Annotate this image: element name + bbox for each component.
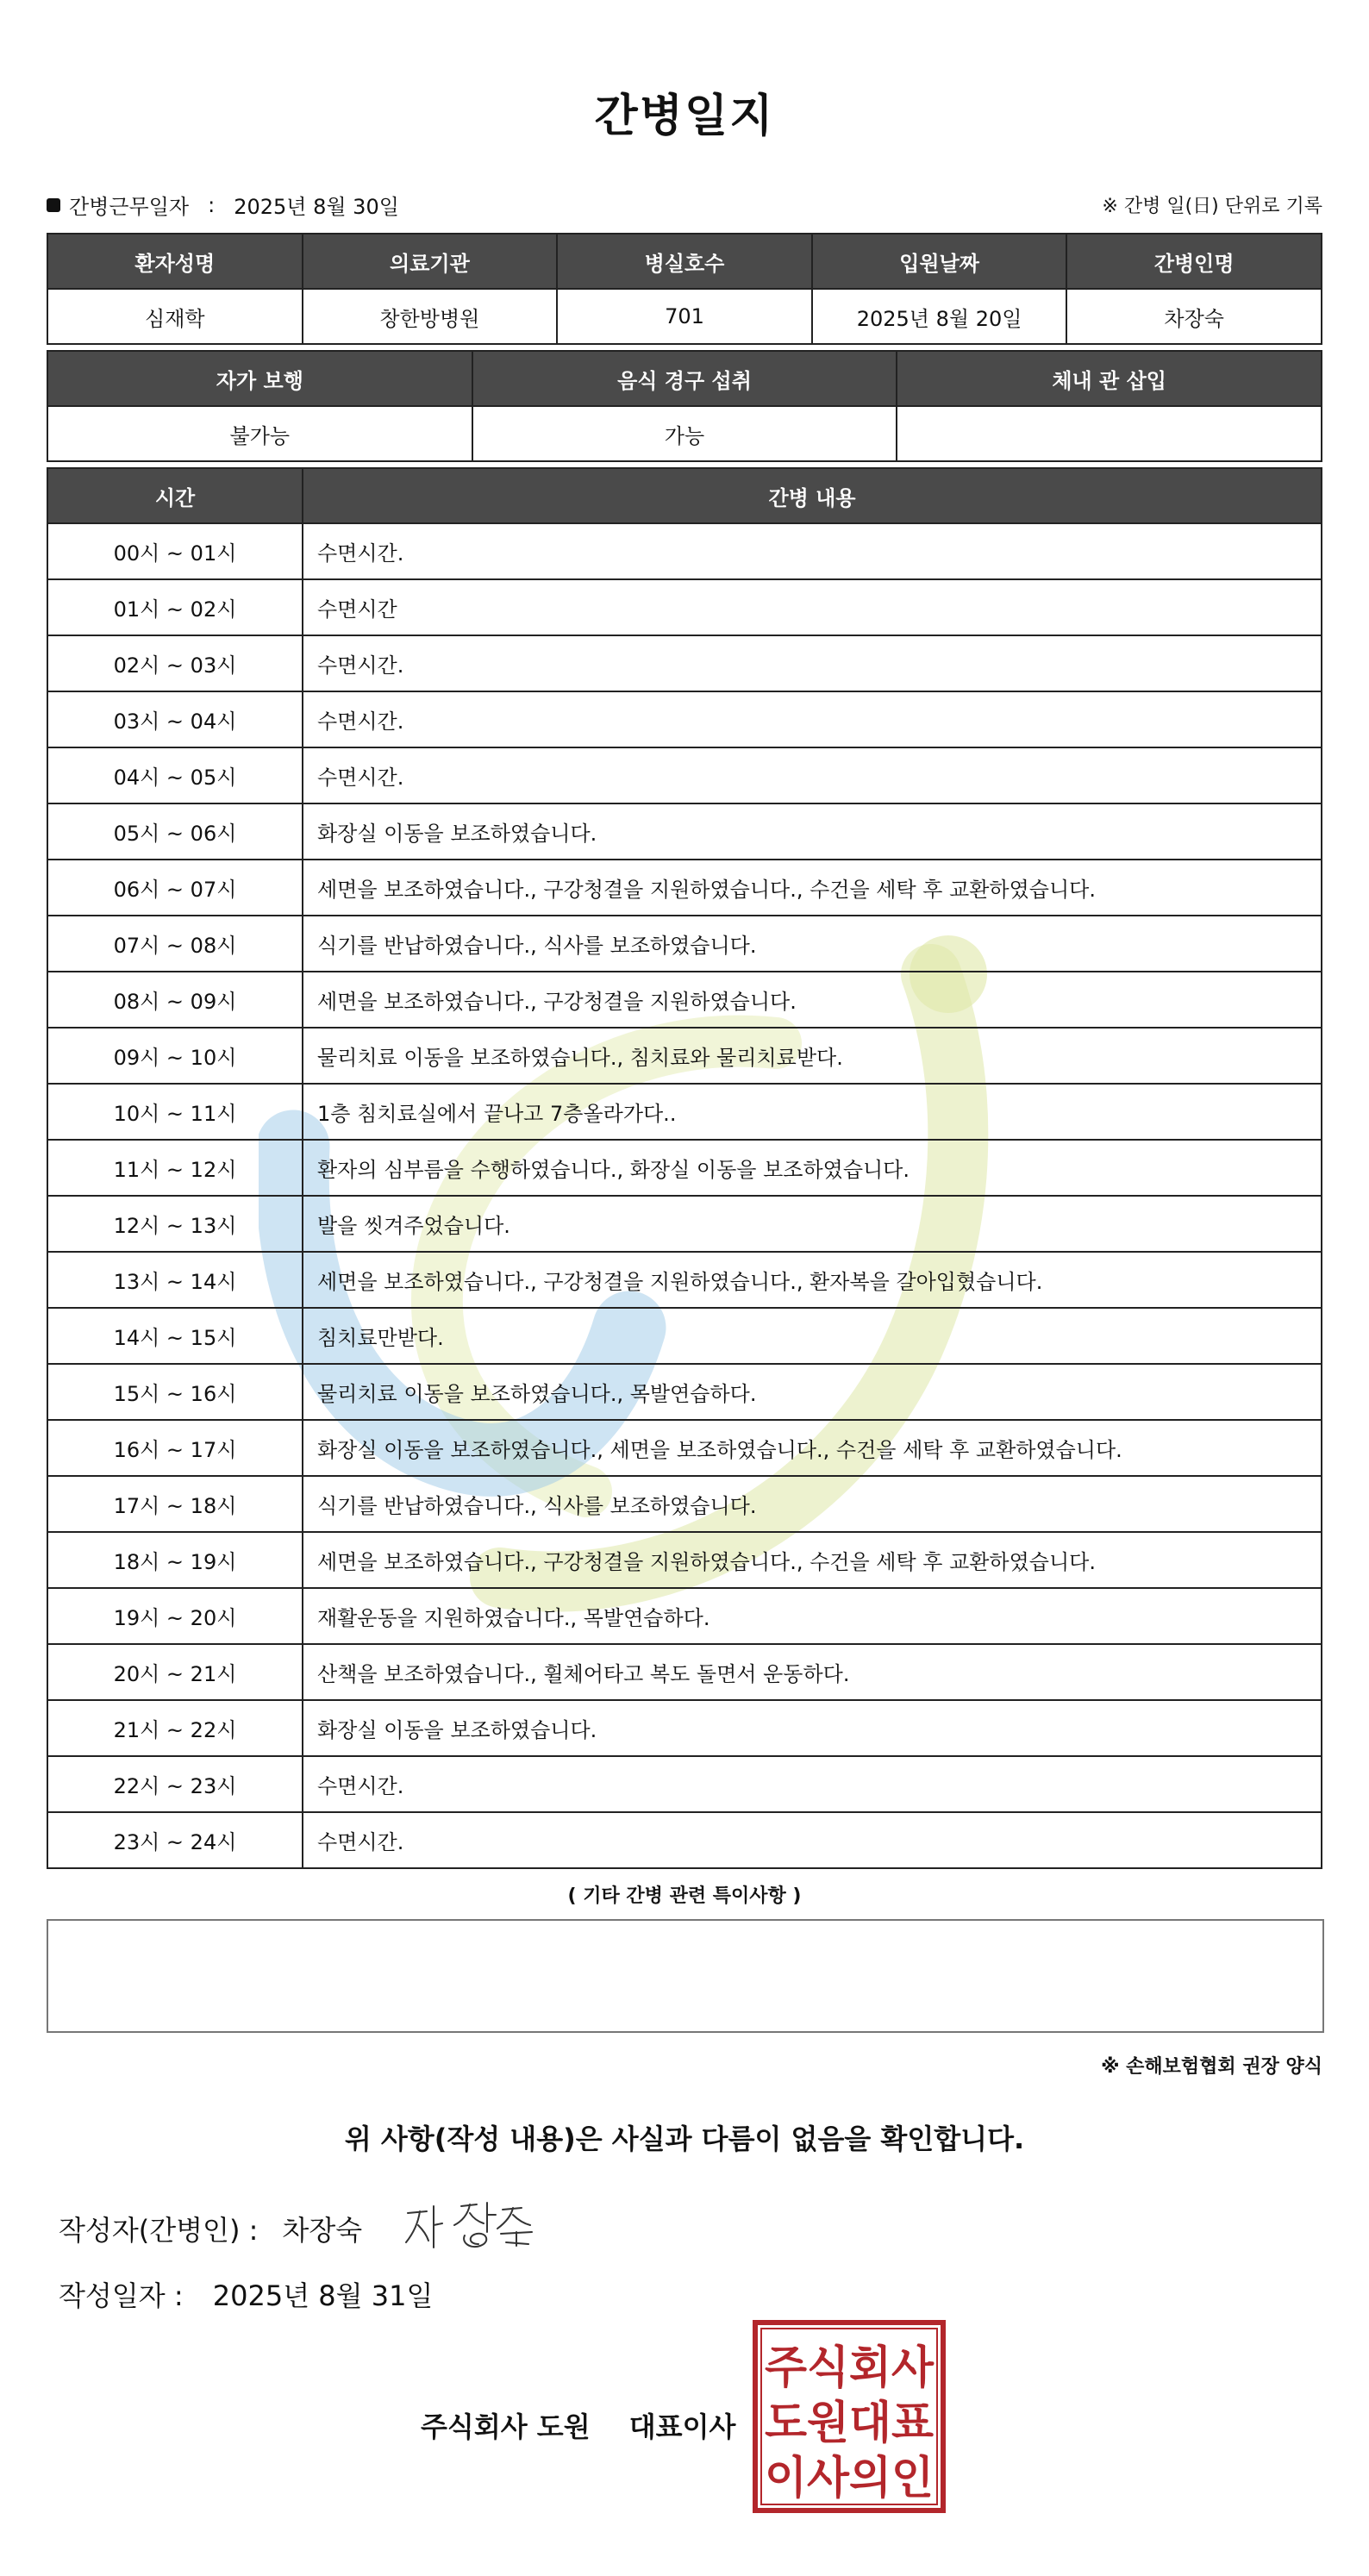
log-time-cell: 06시 ~ 07시 (47, 860, 303, 916)
patient-header-row (47, 234, 1322, 289)
log-content-cell: 수면시간. (303, 635, 1322, 691)
log-time-cell: 20시 ~ 21시 (47, 1644, 303, 1700)
table-row (47, 1084, 1322, 1140)
log-time-cell: 01시 ~ 02시 (47, 579, 303, 635)
log-content-cell: 수면시간. (303, 1756, 1322, 1812)
table-row (47, 1140, 1322, 1196)
log-time-cell: 12시 ~ 13시 (47, 1196, 303, 1252)
header-self-walking: 자가 보행 (47, 351, 472, 406)
log-content-cell: 1층 침치료실에서 끝나고 7층올라가다.. (303, 1084, 1322, 1140)
header-care-content: 간병 내용 (303, 468, 1322, 523)
log-time-cell: 02시 ~ 03시 (47, 635, 303, 691)
header-admission-date: 입원날짜 (812, 234, 1067, 289)
status-value-row (47, 406, 1322, 461)
table-row (47, 1028, 1322, 1084)
log-time-cell: 05시 ~ 06시 (47, 803, 303, 860)
admission-date: 2025년 8월 20일 (812, 289, 1067, 344)
table-row (47, 1700, 1322, 1756)
oral-intake-value: 가능 (472, 406, 897, 461)
log-time-cell: 13시 ~ 14시 (47, 1252, 303, 1308)
log-content-cell: 화장실 이동을 보조하였습니다., 세면을 보조하였습니다., 수건을 세탁 후 교환하였습니다. (303, 1420, 1322, 1476)
work-date-value: 2025년 8월 30일 (234, 195, 399, 219)
room-number: 701 (557, 289, 812, 344)
log-time-cell: 17시 ~ 18시 (47, 1476, 303, 1532)
institution: 창한방병원 (303, 289, 558, 344)
log-time-cell: 18시 ~ 19시 (47, 1532, 303, 1588)
remarks-title: ( 기타 간병 관련 특이사항 ) (567, 1885, 802, 1907)
company-line (421, 2405, 735, 2445)
patient-value-row (47, 289, 1322, 344)
remarks-box (47, 1919, 1324, 2033)
work-date-separator: : (208, 192, 216, 217)
log-content-cell: 수면시간. (303, 1812, 1322, 1868)
work-date-label: 간병근무일자 (69, 195, 190, 219)
caregiver-name: 차장숙 (1066, 289, 1322, 344)
log-content-cell: 산책을 보조하였습니다., 휠체어타고 복도 돌면서 운동하다. (303, 1644, 1322, 1700)
care-log-table (47, 467, 1322, 1869)
representative-title: 대표이사 (628, 2410, 736, 2443)
tube-insertion-value (897, 406, 1322, 461)
log-content-cell: 세면을 보조하였습니다., 구강청결을 지원하였습니다. (303, 972, 1322, 1028)
table-row (47, 523, 1322, 579)
table-row (47, 1196, 1322, 1252)
write-date-line (59, 2274, 433, 2314)
log-time-cell: 23시 ~ 24시 (47, 1812, 303, 1868)
patient-name: 심재학 (47, 289, 303, 344)
log-time-cell: 03시 ~ 04시 (47, 691, 303, 747)
daily-record-note: ※ 간병 일(日) 단위로 기록 (1102, 196, 1322, 217)
table-row (47, 803, 1322, 860)
seal-line-1: 주식회사 (765, 2342, 935, 2394)
log-content-cell: 환자의 심부름을 수행하였습니다., 화장실 이동을 보조하였습니다. (303, 1140, 1322, 1196)
work-date-line (47, 190, 399, 220)
header-tube-insertion: 체내 관 삽입 (897, 351, 1322, 406)
log-content-cell: 발을 씻겨주었습니다. (303, 1196, 1322, 1252)
table-row (47, 916, 1322, 972)
self-walking-value: 불가능 (47, 406, 472, 461)
log-content-cell: 수면시간 (303, 579, 1322, 635)
log-content-cell: 수면시간. (303, 747, 1322, 803)
log-content-cell: 세면을 보조하였습니다., 구강청결을 지원하였습니다., 수건을 세탁 후 교환하였습니다. (303, 860, 1322, 916)
writer-name: 차장숙 (282, 2214, 363, 2247)
square-bullet-icon (47, 198, 60, 212)
log-content-cell: 식기를 반납하였습니다., 식사를 보조하였습니다. (303, 916, 1322, 972)
log-content-cell: 수면시간. (303, 523, 1322, 579)
table-row (47, 1644, 1322, 1700)
log-content-cell: 화장실 이동을 보조하였습니다. (303, 1700, 1322, 1756)
table-row (47, 1532, 1322, 1588)
log-content-cell: 세면을 보조하였습니다., 구강청결을 지원하였습니다., 환자복을 갈아입혔습니다. (303, 1252, 1322, 1308)
seal-line-3: 이사의인 (765, 2453, 934, 2504)
log-content-cell: 화장실 이동을 보조하였습니다. (303, 803, 1322, 860)
log-content-cell: 식기를 반납하였습니다., 식사를 보조하였습니다. (303, 1476, 1322, 1532)
log-time-cell: 00시 ~ 01시 (47, 523, 303, 579)
table-row (47, 972, 1322, 1028)
log-time-cell: 10시 ~ 11시 (47, 1084, 303, 1140)
log-time-cell: 08시 ~ 09시 (47, 972, 303, 1028)
log-content-cell: 물리치료 이동을 보조하였습니다., 침치료와 물리치료받다. (303, 1028, 1322, 1084)
table-row (47, 1308, 1322, 1364)
log-time-cell: 19시 ~ 20시 (47, 1588, 303, 1644)
table-row (47, 1420, 1322, 1476)
log-content-cell: 물리치료 이동을 보조하였습니다., 목발연습하다. (303, 1364, 1322, 1420)
form-source-note: ※ 손해보험협회 권장 양식 (1101, 2056, 1322, 2078)
log-content-cell: 침치료만받다. (303, 1308, 1322, 1364)
log-time-cell: 04시 ~ 05시 (47, 747, 303, 803)
log-content-cell: 세면을 보조하였습니다., 구강청결을 지원하였습니다., 수건을 세탁 후 교환하였습니다. (303, 1532, 1322, 1588)
header-caregiver-name: 간병인명 (1066, 234, 1322, 289)
log-time-cell: 07시 ~ 08시 (47, 916, 303, 972)
header-patient-name: 환자성명 (47, 234, 303, 289)
log-content-cell: 수면시간. (303, 691, 1322, 747)
table-row (47, 635, 1322, 691)
header-time: 시간 (47, 468, 303, 523)
write-date-label: 작성일자 : (59, 2279, 184, 2312)
write-date-value: 2025년 8월 31일 (212, 2279, 434, 2312)
status-header-row (47, 351, 1322, 406)
table-row (47, 1476, 1322, 1532)
table-row (47, 747, 1322, 803)
log-time-cell: 22시 ~ 23시 (47, 1756, 303, 1812)
table-row (47, 691, 1322, 747)
patient-status-table (47, 350, 1322, 462)
writer-line (59, 2209, 362, 2248)
table-row (47, 1588, 1322, 1644)
table-row (47, 1364, 1322, 1420)
confirmation-statement: 위 사항(작성 내용)은 사실과 다름이 없음을 확인합니다. (344, 2123, 1025, 2155)
seal-line-2: 도원대표 (765, 2398, 934, 2449)
log-time-cell: 09시 ~ 10시 (47, 1028, 303, 1084)
patient-info-table (47, 233, 1322, 345)
log-content-cell: 재활운동을 지원하였습니다., 목발연습하다. (303, 1588, 1322, 1644)
header-room: 병실호수 (557, 234, 812, 289)
table-row (47, 579, 1322, 635)
table-row (47, 1252, 1322, 1308)
table-row (47, 860, 1322, 916)
log-time-cell: 21시 ~ 22시 (47, 1700, 303, 1756)
log-time-cell: 15시 ~ 16시 (47, 1364, 303, 1420)
document-title: 간병일지 (594, 91, 775, 142)
writer-label: 작성자(간병인) : (59, 2214, 259, 2247)
handwritten-signature (401, 2194, 547, 2254)
log-time-cell: 11시 ~ 12시 (47, 1140, 303, 1196)
company-name: 주식회사 도원 (421, 2410, 591, 2443)
company-seal-stamp (752, 2319, 947, 2514)
log-time-cell: 16시 ~ 17시 (47, 1420, 303, 1476)
table-row (47, 1812, 1322, 1868)
log-header-row (47, 468, 1322, 523)
header-oral-intake: 음식 경구 섭취 (472, 351, 897, 406)
header-institution: 의료기관 (303, 234, 558, 289)
table-row (47, 1756, 1322, 1812)
log-time-cell: 14시 ~ 15시 (47, 1308, 303, 1364)
